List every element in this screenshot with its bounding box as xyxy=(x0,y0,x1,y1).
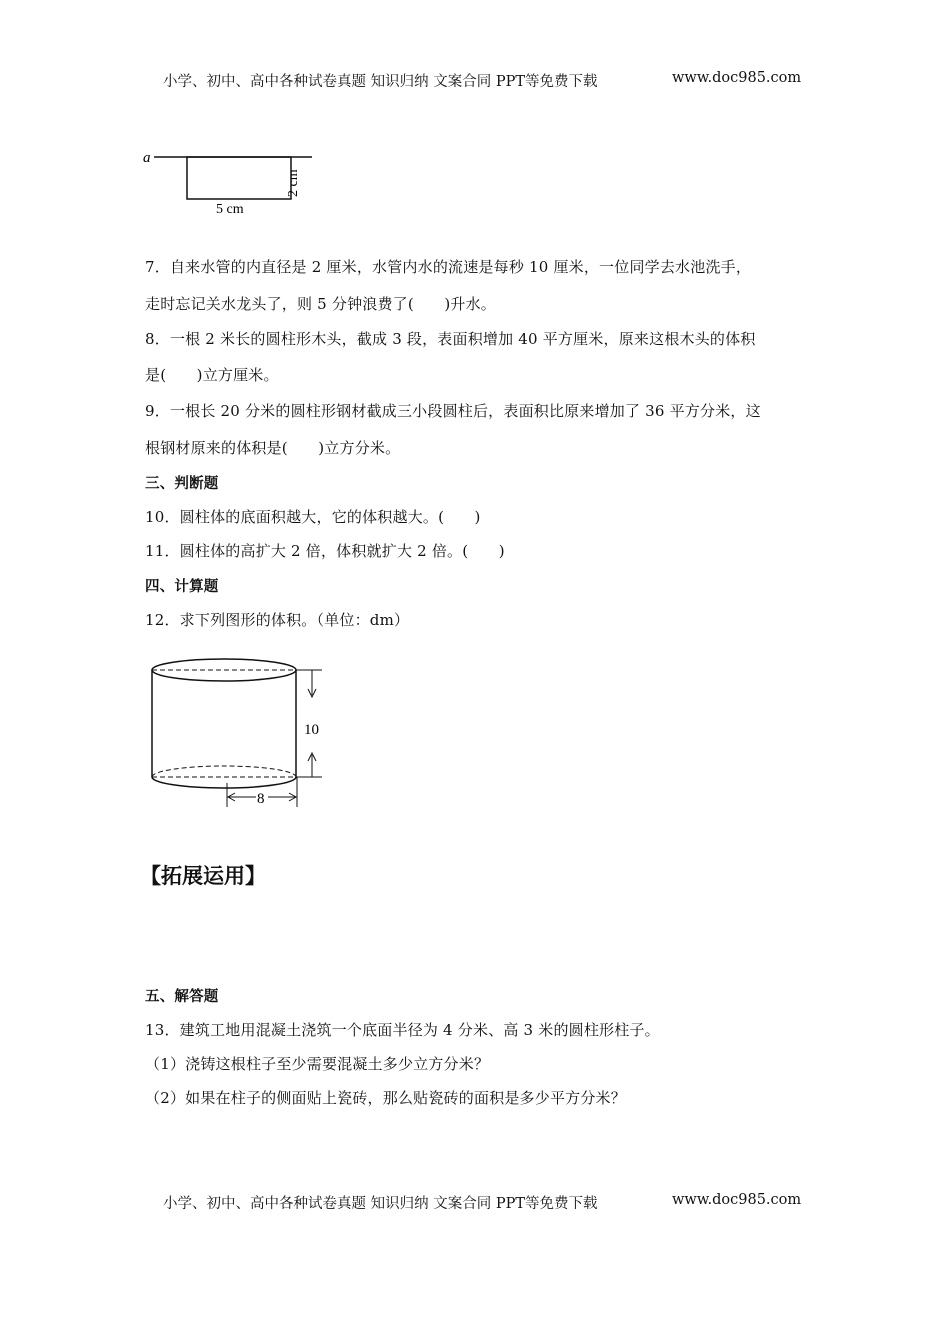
q13-stem: 13．建筑工地用混凝土浇筑一个底面半径为 4 分米、高 3 米的圆柱形柱子。 xyxy=(145,1021,660,1039)
extension-title: 【拓展运用】 xyxy=(140,864,266,888)
q8-line1: 8．一根 2 米长的圆柱形木头，截成 3 段，表面积增加 40 平方厘米，原来这根木头的体积 xyxy=(145,330,756,348)
q9-line2: 根钢材原来的体积是( )立方分米。 xyxy=(145,439,401,457)
q7-line2: 走时忘记关水龙头了，则 5 分钟浪费了( )升水。 xyxy=(145,295,496,313)
section-3-heading: 三、判断题 xyxy=(145,476,219,492)
q11: 11．圆柱体的高扩大 2 倍，体积就扩大 2 倍。( ) xyxy=(145,542,505,560)
section-5-heading: 五、解答题 xyxy=(145,989,219,1005)
q13-part2: （2）如果在柱子的侧面贴上瓷砖，那么贴瓷砖的面积是多少平方分米？ xyxy=(145,1089,626,1107)
line-label: a xyxy=(143,150,151,166)
q10: 10．圆柱体的底面积越大，它的体积越大。( ) xyxy=(145,508,481,526)
cylinder-height-label: 10 xyxy=(304,722,319,738)
footer-text: 小学、初中、高中各种试卷真题 知识归纳 文案合同 PPT等免费下载 xyxy=(163,1196,598,1212)
rectangle-figure xyxy=(140,145,320,220)
q12: 12．求下列图形的体积。（单位：dm） xyxy=(145,611,410,629)
q8-line2: 是( )立方厘米。 xyxy=(145,366,279,384)
cylinder-radius-label: 8 xyxy=(257,791,265,807)
header-text: 小学、初中、高中各种试卷真题 知识归纳 文案合同 PPT等免费下载 xyxy=(163,74,598,90)
q13-part1: （1）浇铸这根柱子至少需要混凝土多少立方分米？ xyxy=(145,1055,490,1073)
footer-url[interactable]: www.doc985.com xyxy=(672,1192,802,1208)
width-label: 5 cm xyxy=(216,202,244,217)
section-4-heading: 四、计算题 xyxy=(145,579,219,595)
q9-line1: 9．一根长 20 分米的圆柱形钢材截成三小段圆柱后，表面积比原来增加了 36 平方分米，这 xyxy=(145,402,761,420)
q7-line1: 7．自来水管的内直径是 2 厘米，水管内水的流速是每秒 10 厘米，一位同学去水池洗手， xyxy=(145,258,752,276)
height-label: 2 cm xyxy=(286,169,301,197)
header-url[interactable]: www.doc985.com xyxy=(672,70,802,86)
cylinder-figure xyxy=(140,655,340,815)
